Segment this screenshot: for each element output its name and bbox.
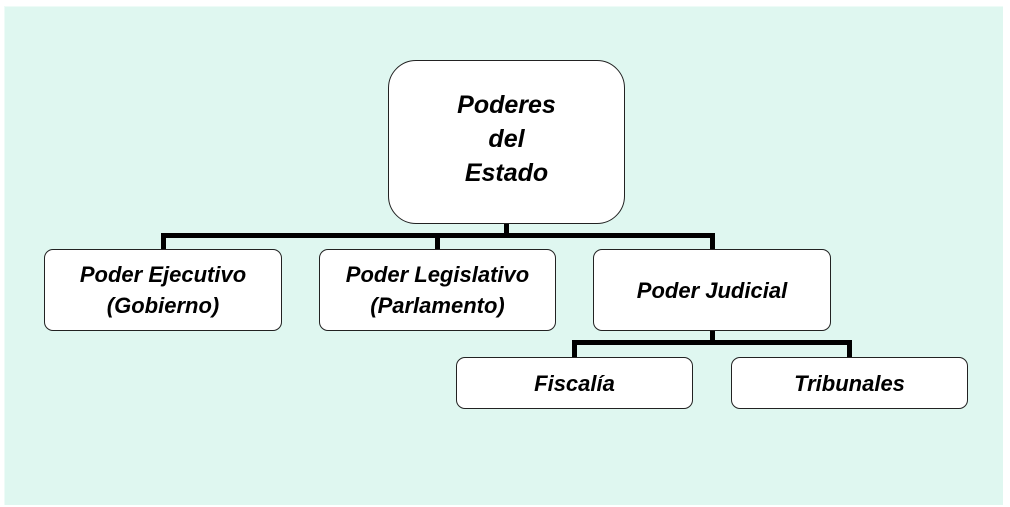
node-judicial-title: Poder Judicial [636, 277, 788, 303]
node-poderes-del-estado [388, 60, 625, 224]
connector-to-ejecutivo [161, 233, 166, 249]
connector-level2-bar [572, 340, 852, 345]
node-root-line-3: Estado [464, 159, 549, 187]
node-legislativo-title: Poder Legislativo [345, 262, 530, 287]
node-tribunales-title: Tribunales [794, 370, 905, 396]
connector-to-judicial [710, 233, 715, 249]
node-poder-judicial [593, 249, 831, 331]
node-ejecutivo-title: Poder Ejecutivo [79, 262, 247, 287]
node-root-line-1: Poderes [457, 91, 556, 119]
connector-to-tribunales [847, 340, 852, 357]
node-fiscalia [456, 357, 693, 409]
node-fiscalia-title: Fiscalía [534, 370, 615, 396]
connector-to-legislativo [435, 233, 440, 249]
node-legislativo-subtitle: (Parlamento) [370, 293, 505, 318]
node-poder-ejecutivo [44, 249, 282, 331]
node-tribunales [731, 357, 968, 409]
connector-to-fiscalia [572, 340, 577, 357]
node-root-line-2: del [488, 125, 525, 153]
node-ejecutivo-subtitle: (Gobierno) [106, 293, 220, 318]
node-poder-legislativo [319, 249, 556, 331]
